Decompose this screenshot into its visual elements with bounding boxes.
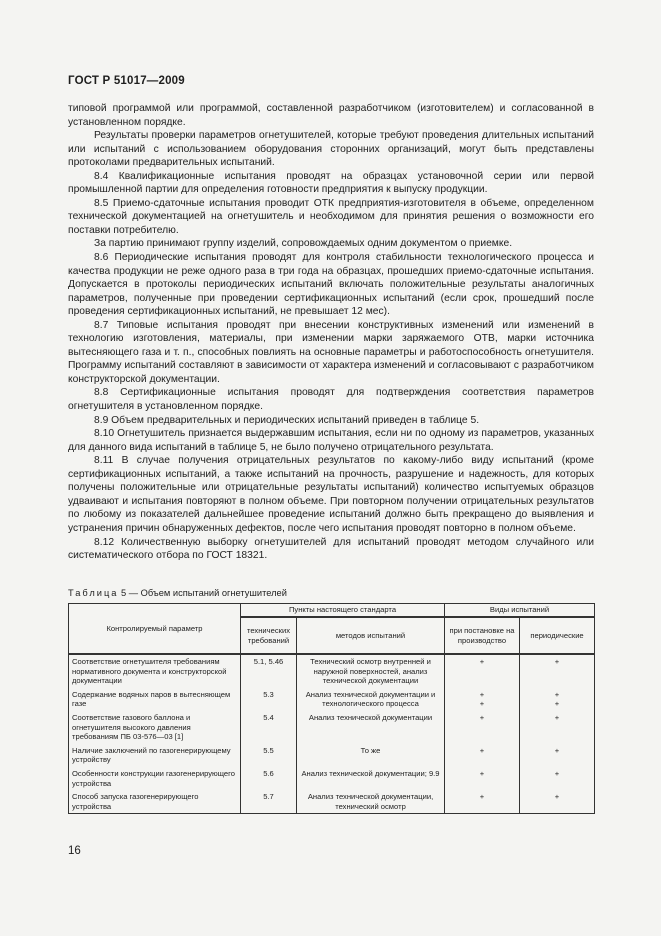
cell-tech: 5.7: [241, 790, 297, 814]
header-group-points: Пункты настоящего стандарта: [241, 604, 445, 618]
cell-tech: 5.3: [241, 688, 297, 711]
cell-production: +: [445, 711, 520, 744]
header-methods: методов испытаний: [297, 617, 445, 654]
table-row: [69, 654, 595, 688]
cell-periodic: +: [520, 790, 595, 814]
paragraph: Результаты проверки параметров огнетушителей, которые требуют проведения длительных испытаний или испытаний с использованием оборудования сторонних организаций, могут быть представлены протоколами предварительных испытаний.: [68, 130, 594, 169]
paragraph: типовой программой или программой, составленной разработчиком (изготовителем) и согласованной в установленном порядке.: [68, 103, 594, 128]
paragraph: 8.5 Приемо-сдаточные испытания проводит ОТК предприятия-изготовителя в объеме, определенном технической документацией на огнетушитель и необходимом для принятия решения о возможности его поставки потребителю.: [68, 197, 594, 236]
cell-method: То же: [297, 744, 445, 767]
cell-method: Анализ технической документации, технический осмотр: [297, 790, 445, 814]
paragraph: 8.10 Огнетушитель признается выдержавшим испытания, если ни по одному из параметров, указанных для данного вида испытаний в таблице 5, не было получено отрицательного результата.: [68, 428, 594, 453]
cell-param: Содержание водяных паров в вытесняющем газе: [69, 688, 241, 711]
paragraph: 8.9 Объем предварительных и периодических испытаний приведен в таблице 5.: [94, 414, 480, 426]
body-text: [68, 102, 594, 563]
cell-tech: 5.5: [241, 744, 297, 767]
cell-periodic: + +: [520, 688, 595, 711]
paragraph: За партию принимают группу изделий, сопровождаемых одним документом о приемке.: [94, 238, 513, 250]
cell-periodic: +: [520, 767, 595, 790]
table-caption: [68, 588, 287, 598]
cell-production: +: [445, 654, 520, 688]
paragraph: 8.6 Периодические испытания проводят для контроля стабильности технологического процесса и качества продукции не реже одного раза в три года на образцах, прошедших приемо-сдаточные испытания. Допускается в протоколы периодических испытаний включать положительные результаты аналогичных параметров, полученные при проведении сертификационных испытаний (если срок, прошедший после проведения сертификационных испытаний, не превышает 12 мес).: [68, 252, 594, 318]
cell-method: Анализ технической документации и технологического процесса: [297, 688, 445, 711]
table-row: [69, 790, 595, 814]
cell-method: Анализ технической документации: [297, 711, 445, 744]
cell-periodic: +: [520, 654, 595, 688]
header-production: при постановке на производство: [445, 617, 520, 654]
cell-method: Анализ технической документации; 9.9: [297, 767, 445, 790]
cell-param: Соответствие огнетушителя требованиям нормативного документа и конструкторской документации: [69, 654, 241, 688]
cell-param: Соответствие газового баллона и огнетушителя высокого давления требованиям ПБ 03-576—03 [1]: [69, 711, 241, 744]
table-caption-label: Таблица: [68, 588, 119, 598]
cell-param: Особенности конструкции газогенерирующего устройства: [69, 767, 241, 790]
page-number: 16: [68, 845, 81, 857]
header-param: Контролируемый параметр: [69, 604, 241, 655]
paragraph: 8.11 В случае получения отрицательных результатов по какому-либо виду испытаний (кроме сертификационных испытаний, а также испытаний на прочность, разрушение и надежность, для которых получены положительные или отрицательные результаты испытаний) количество испытуемых образцов удваивают и испытания повторяют в полном объеме. При повторном получении отрицательных результатов по любому из показателей дальнейшее проведение испытаний должно быть прекращено до выявления и устранения причин обнаруженных дефектов, после чего испытания проводят повторно в полном объеме.: [68, 455, 594, 534]
table-row: [69, 744, 595, 767]
header-periodic: периодические: [520, 617, 595, 654]
paragraph: 8.4 Квалификационные испытания проводят на образцах установочной серии или первой промышленной партии для определения готовности предприятия к выпуску продукции.: [68, 170, 594, 196]
table-row: [69, 688, 595, 711]
cell-production: +: [445, 790, 520, 814]
header-tech: технических требований: [241, 617, 297, 654]
table-row: [69, 711, 595, 744]
cell-periodic: +: [520, 711, 595, 744]
cell-production: + +: [445, 688, 520, 711]
table-row: [69, 767, 595, 790]
cell-tech: 5.1, 5.46: [241, 654, 297, 688]
cell-method: Технический осмотр внутренней и наружной поверхностей, анализ технической документации: [297, 654, 445, 688]
table-caption-title: 5 — Объем испытаний огнетушителей: [118, 588, 287, 598]
paragraph: 8.8 Сертификационные испытания проводят для подтверждения соответствия параметров огнетушителя в установленном порядке.: [68, 387, 594, 413]
tests-table: [68, 603, 595, 814]
cell-production: +: [445, 744, 520, 767]
cell-periodic: +: [520, 744, 595, 767]
cell-param: Наличие заключений по газогенерирующему устройству: [69, 744, 241, 767]
cell-param: Способ запуска газогенерирующего устройства: [69, 790, 241, 814]
paragraph: 8.12 Количественную выборку огнетушителей для испытаний проводят методом случайного или систематического отбора по ГОСТ 18321.: [68, 536, 594, 562]
standard-header: ГОСТ Р 51017—2009: [68, 75, 185, 87]
cell-production: +: [445, 767, 520, 790]
paragraph: 8.7 Типовые испытания проводят при внесении конструктивных изменений или изменений в технологию изготовления, материалы, при изменении марки заряжаемого ОТВ, марки источника вытесняющего газа и т. п., способных повлиять на основные параметры и работоспособность огнетушителя. Программу испытаний составляют в зависимости от характера изменений и согласовывают с разработчиком конструкторской документации.: [68, 319, 594, 385]
cell-tech: 5.6: [241, 767, 297, 790]
header-group-types: Виды испытаний: [445, 604, 595, 618]
cell-tech: 5.4: [241, 711, 297, 744]
